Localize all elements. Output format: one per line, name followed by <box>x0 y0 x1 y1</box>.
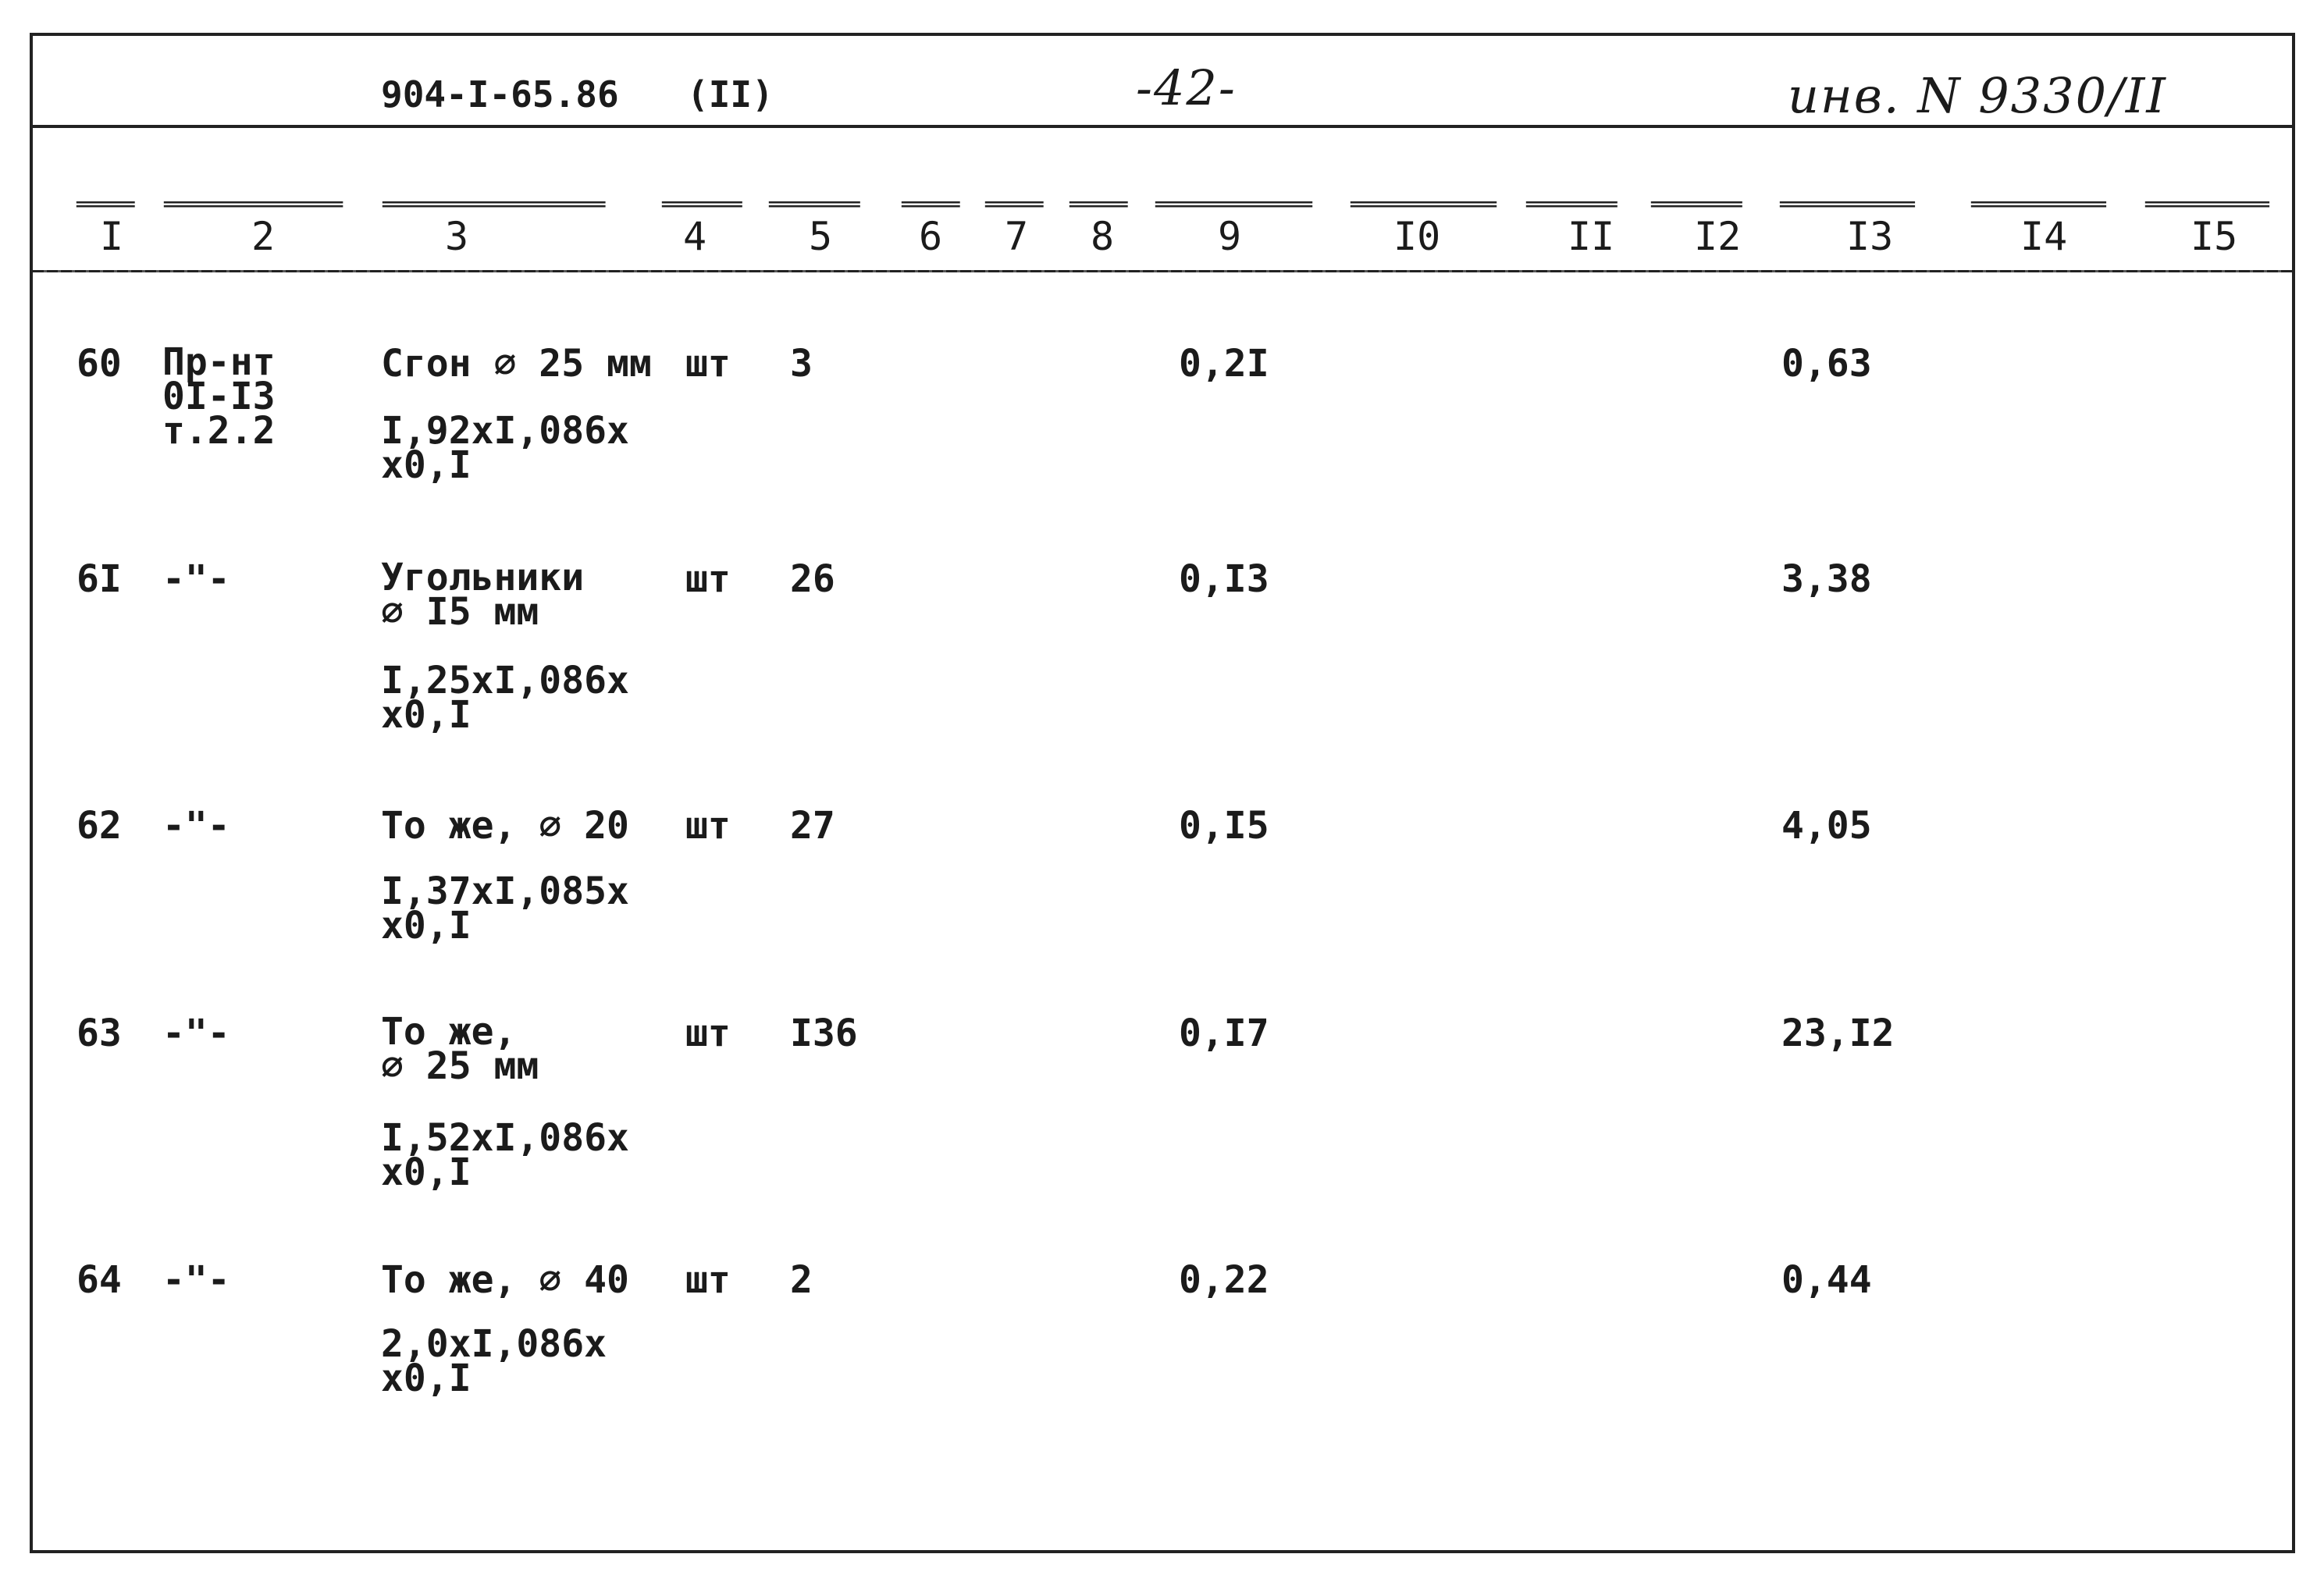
column-separator: ════════════════ <box>164 191 340 219</box>
column-header: I4 <box>2020 214 2068 259</box>
column-header: 2 <box>251 214 276 259</box>
column-header: 8 <box>1091 214 1115 259</box>
item-dimensions: I,52xI,086x x0,I <box>381 1116 629 1195</box>
item-name: То же, ∅ 20 <box>381 804 629 848</box>
total-weight: 4,05 <box>1781 804 1872 848</box>
column-separator: ══════════════ <box>1155 191 1309 219</box>
item-dimensions: 2,0xI,086x x0,I <box>381 1322 607 1401</box>
column-header: II <box>1568 214 1615 259</box>
unit: шт <box>685 557 731 601</box>
unit: шт <box>685 1012 731 1055</box>
item-dimensions: I,25xI,086x x0,I <box>381 659 629 738</box>
column-header: 5 <box>809 214 833 259</box>
row-number: 62 <box>77 804 122 848</box>
item-name: То же, ∅ 40 <box>381 1258 629 1302</box>
source-reference: -"- <box>162 1012 230 1055</box>
quantity: 26 <box>790 557 835 601</box>
source-reference: -"- <box>162 557 230 601</box>
column-header: I3 <box>1846 214 1894 259</box>
column-separator: ═════ <box>902 191 957 219</box>
row-number: 63 <box>77 1012 122 1055</box>
header-divider <box>33 125 2292 128</box>
column-header: 7 <box>1005 214 1029 259</box>
unit: шт <box>685 1258 731 1302</box>
row-number: 64 <box>77 1258 122 1302</box>
unit-weight: 0,I7 <box>1179 1012 1269 1055</box>
total-weight: 0,44 <box>1781 1258 1872 1302</box>
unit-weight: 0,I5 <box>1179 804 1269 848</box>
item-name: То же, ∅ 25 мм <box>381 1010 539 1089</box>
quantity: 2 <box>790 1258 813 1302</box>
column-separator: ═════ <box>77 191 132 219</box>
column-separator: ═════════════ <box>1351 191 1493 219</box>
source-reference: -"- <box>162 804 230 848</box>
column-separator: ═════ <box>985 191 1041 219</box>
source-reference: -"- <box>162 1258 230 1302</box>
source-reference: Пр-нт 0I-I3 т.2.2 <box>162 340 276 453</box>
column-separator: ════════ <box>1526 191 1614 219</box>
column-separator: ═══════ <box>662 191 739 219</box>
column-separator: ════════════ <box>1971 191 2103 219</box>
column-header: I5 <box>2191 214 2238 259</box>
unit-weight: 0,I3 <box>1179 557 1269 601</box>
total-weight: 23,I2 <box>1781 1012 1895 1055</box>
unit-weight: 0,2I <box>1179 342 1269 386</box>
column-separator: ═══════════ <box>2145 191 2266 219</box>
column-header: I2 <box>1694 214 1742 259</box>
column-header: 9 <box>1218 214 1242 259</box>
unit: шт <box>685 804 731 848</box>
inventory-number: инв. N 9330/II <box>1788 67 2167 124</box>
column-header: I0 <box>1393 214 1441 259</box>
unit-weight: 0,22 <box>1179 1258 1269 1302</box>
row-number: 60 <box>77 342 122 386</box>
row-number: 6I <box>77 557 122 601</box>
column-header: 3 <box>445 214 469 259</box>
column-header-divider <box>33 270 2292 272</box>
column-header: 4 <box>683 214 707 259</box>
column-separator: ═════ <box>1069 191 1125 219</box>
total-weight: 3,38 <box>1781 557 1872 601</box>
document-part: (II) <box>687 73 774 116</box>
column-separator: ════════ <box>769 191 857 219</box>
page-frame <box>30 33 2295 1553</box>
unit: шт <box>685 342 731 386</box>
item-name: Сгон ∅ 25 мм <box>381 342 652 386</box>
column-header: 6 <box>919 214 943 259</box>
column-header: I <box>100 214 124 259</box>
total-weight: 0,63 <box>1781 342 1872 386</box>
quantity: 27 <box>790 804 835 848</box>
page-number: -42- <box>1136 59 1237 116</box>
column-separator: ════════ <box>1651 191 1739 219</box>
item-dimensions: I,92xI,086x x0,I <box>381 409 629 488</box>
item-name: Угольники ∅ I5 мм <box>381 556 585 635</box>
column-separator: ════════════════════ <box>383 191 603 219</box>
quantity: I36 <box>790 1012 858 1055</box>
column-separator: ════════════ <box>1780 191 1912 219</box>
item-dimensions: I,37xI,085x x0,I <box>381 869 629 948</box>
quantity: 3 <box>790 342 813 386</box>
document-code: 904-I-65.86 <box>381 73 619 116</box>
